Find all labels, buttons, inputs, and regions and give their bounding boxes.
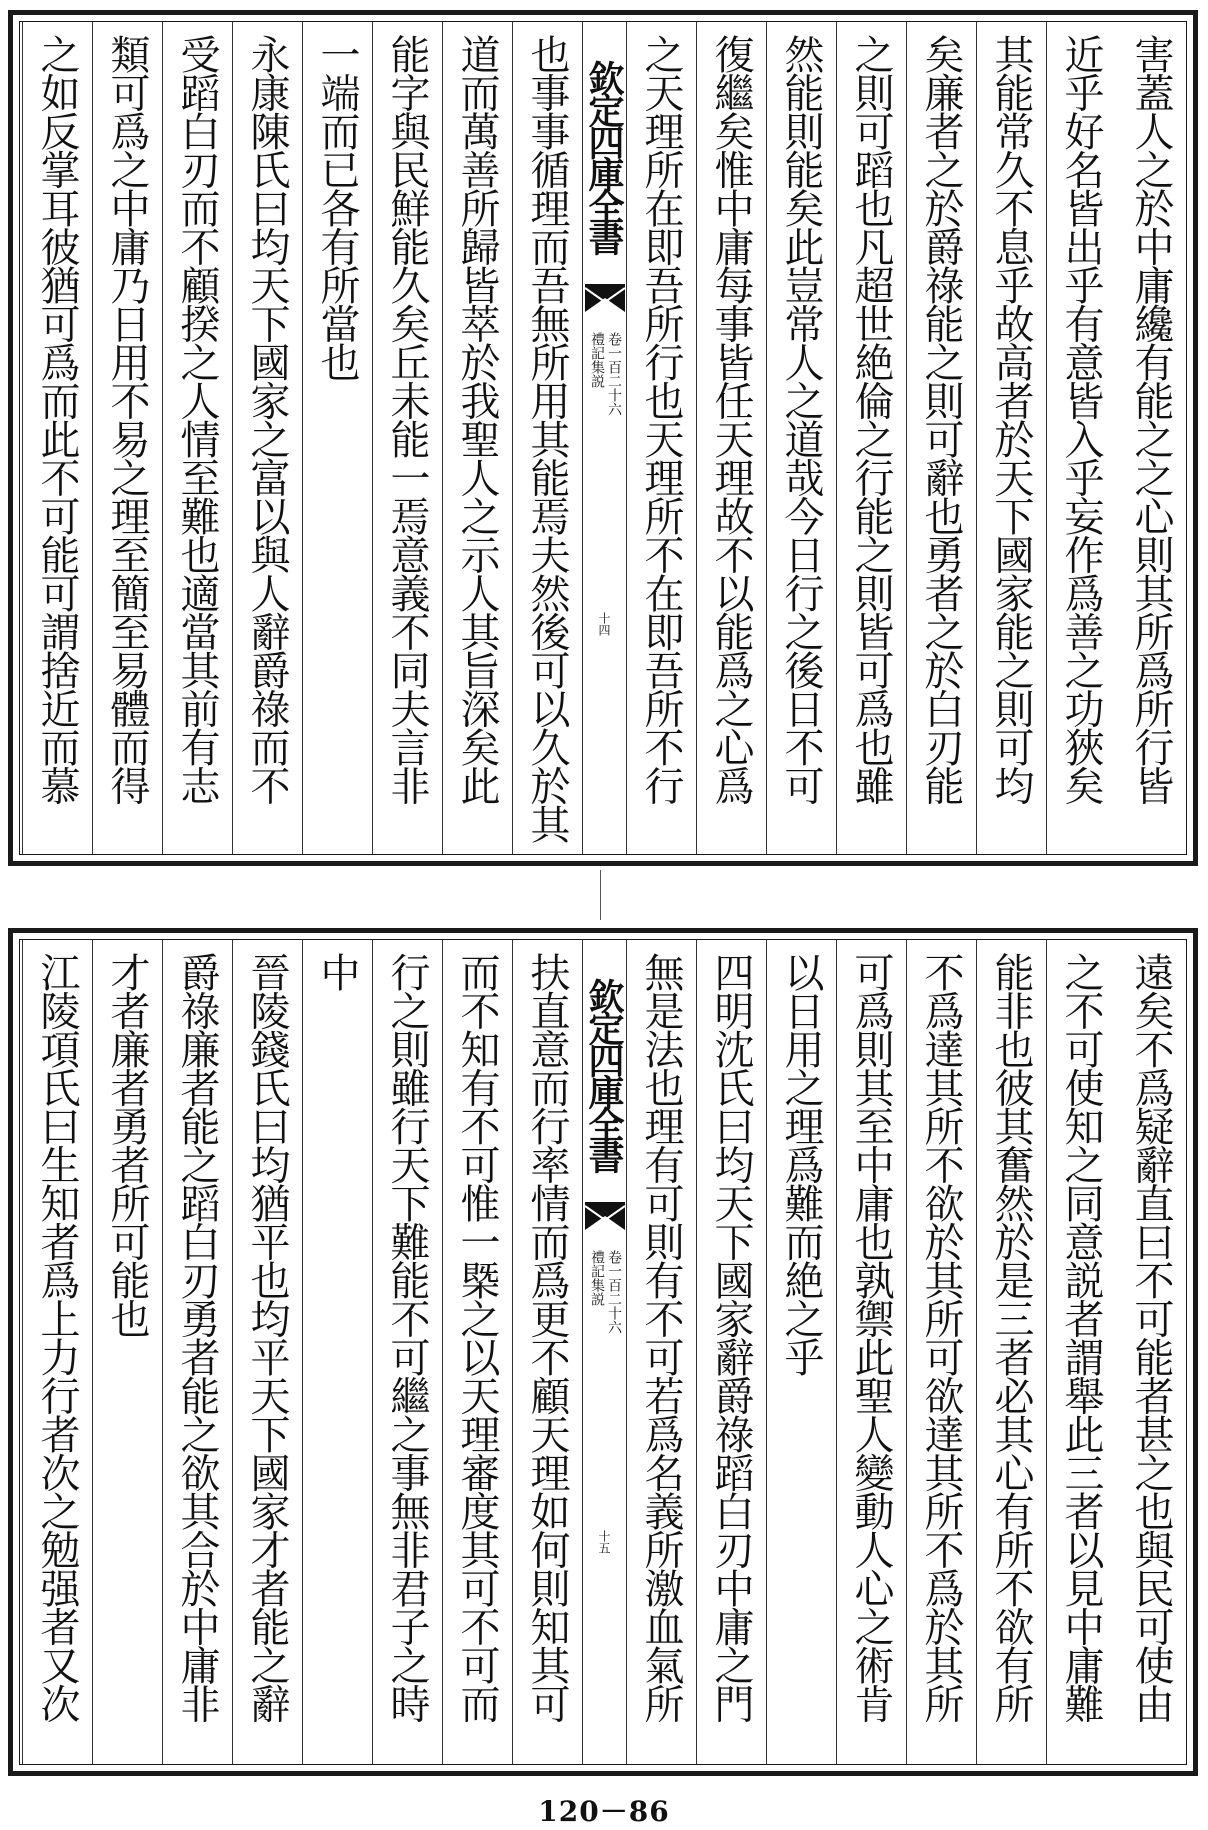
page-number: 十四 [597,612,611,636]
text-column: 可爲則其至中庸也孰禦此聖人變動人心之術肯 [836,940,906,1764]
text-column: 中 [302,940,372,1764]
text-column: 晉陵錢氏曰均猶平也均平天下國家才者能之辭 [232,940,302,1764]
text-column: 矣廉者之於爵祿能之則可辭也勇者之於白刃能 [906,22,976,854]
text-column: 四明沈氏曰均天下國家辭爵祿蹈白刃中庸之門 [696,940,766,1764]
volume-number: 卷一百二十六 [606,1250,622,1334]
text-column: 近乎好名皆出乎有意皆入乎妄作爲善之功狹矣 [1046,22,1116,854]
text-column: 行之則雖行天下難能不可繼之事無非君子之時 [372,940,442,1764]
text-columns [20,22,1186,854]
text-column: 受蹈白刃而不顧揆之人情至難也適當其前有志 [162,22,232,854]
text-column: 復繼矣惟中庸每事皆任天理故不以能爲之心爲 [696,22,766,854]
volume-number: 卷一百二十六 [606,332,622,416]
folio-number: 120－86 [538,1795,670,1828]
page-frame [19,939,1187,1765]
text-column: 也事事循理而吾無所用其能焉夫然後可以久於其 [512,22,582,854]
book-title: 欽定四庫全書 [583,978,625,1170]
work-title: 禮記集説 [589,1250,605,1306]
fish-tail-mark-icon [585,1202,625,1230]
center-sub [583,322,626,782]
work-title: 禮記集説 [589,332,605,388]
text-column: 遠矣不爲疑辭直曰不可能者甚之也與民可使由 [1128,952,1174,1722]
text-column: 一端而已各有所當也 [302,22,372,854]
text-column: 扶直意而行率情而爲更不顧天理如何則知其可 [512,940,582,1764]
text-column: 而不知有不可惟一槩之以天理審度其可不可而 [442,940,512,1764]
text-column: 不爲達其所不欲於其所可欲達其所不爲於其所 [906,940,976,1764]
text-column: 能非也彼其奮然於是三者必其心有所不欲有所 [976,940,1046,1764]
center-sub [583,1240,626,1700]
text-column: 永康陳氏曰均天下國家之富以與人辭爵祿而不 [232,22,302,854]
text-column: 害蓋人之於中庸纔有能之之心則其所爲所行皆 [1128,34,1174,804]
page-divider [600,870,601,920]
page-frame [19,21,1187,855]
text-column: 道而萬善所歸皆萃於我聖人之示人其旨深矣此 [442,22,512,854]
text-column: 然能則能矣此豈常人之道哉今日行之後日不可 [766,22,836,854]
text-column: 爵祿廉者能之蹈白刃勇者能之欲其合於中庸非 [162,940,232,1764]
text-column: 之不可使知之同意説者謂舉此三者以見中庸難 [1046,940,1116,1764]
page-top [8,10,1198,866]
book-title: 欽定四庫全書 [583,60,625,252]
text-column: 以日用之理爲難而絶之乎 [766,940,836,1764]
center-fold [582,940,626,1764]
page-number: 十五 [597,1530,611,1554]
fish-tail-mark-icon [585,284,625,312]
center-fold [582,22,626,854]
text-column: 才者廉者勇者所可能也 [92,940,162,1764]
text-column: 江陵項氏曰生知者爲上力行者次之勉强者又次 [22,940,92,1764]
page-bottom [8,928,1198,1776]
text-column: 其能常久不息乎故高者於天下國家能之則可均 [976,22,1046,854]
text-column: 類可爲之中庸乃日用不易之理至簡至易體而得 [92,22,162,854]
text-column: 之如反掌耳彼猶可爲而此不可能可謂捨近而慕 [22,22,92,854]
text-column: 能字與民鮮能久矣丘未能一焉意義不同夫言非 [372,22,442,854]
text-column: 無是法也理有可則有不可若爲名義所激血氣所 [626,940,696,1764]
text-column: 之天理所在即吾所行也天理所不在即吾所不行 [626,22,696,854]
text-columns [20,940,1186,1764]
text-column: 之則可蹈也凡超世絶倫之行能之則皆可爲也雖 [836,22,906,854]
